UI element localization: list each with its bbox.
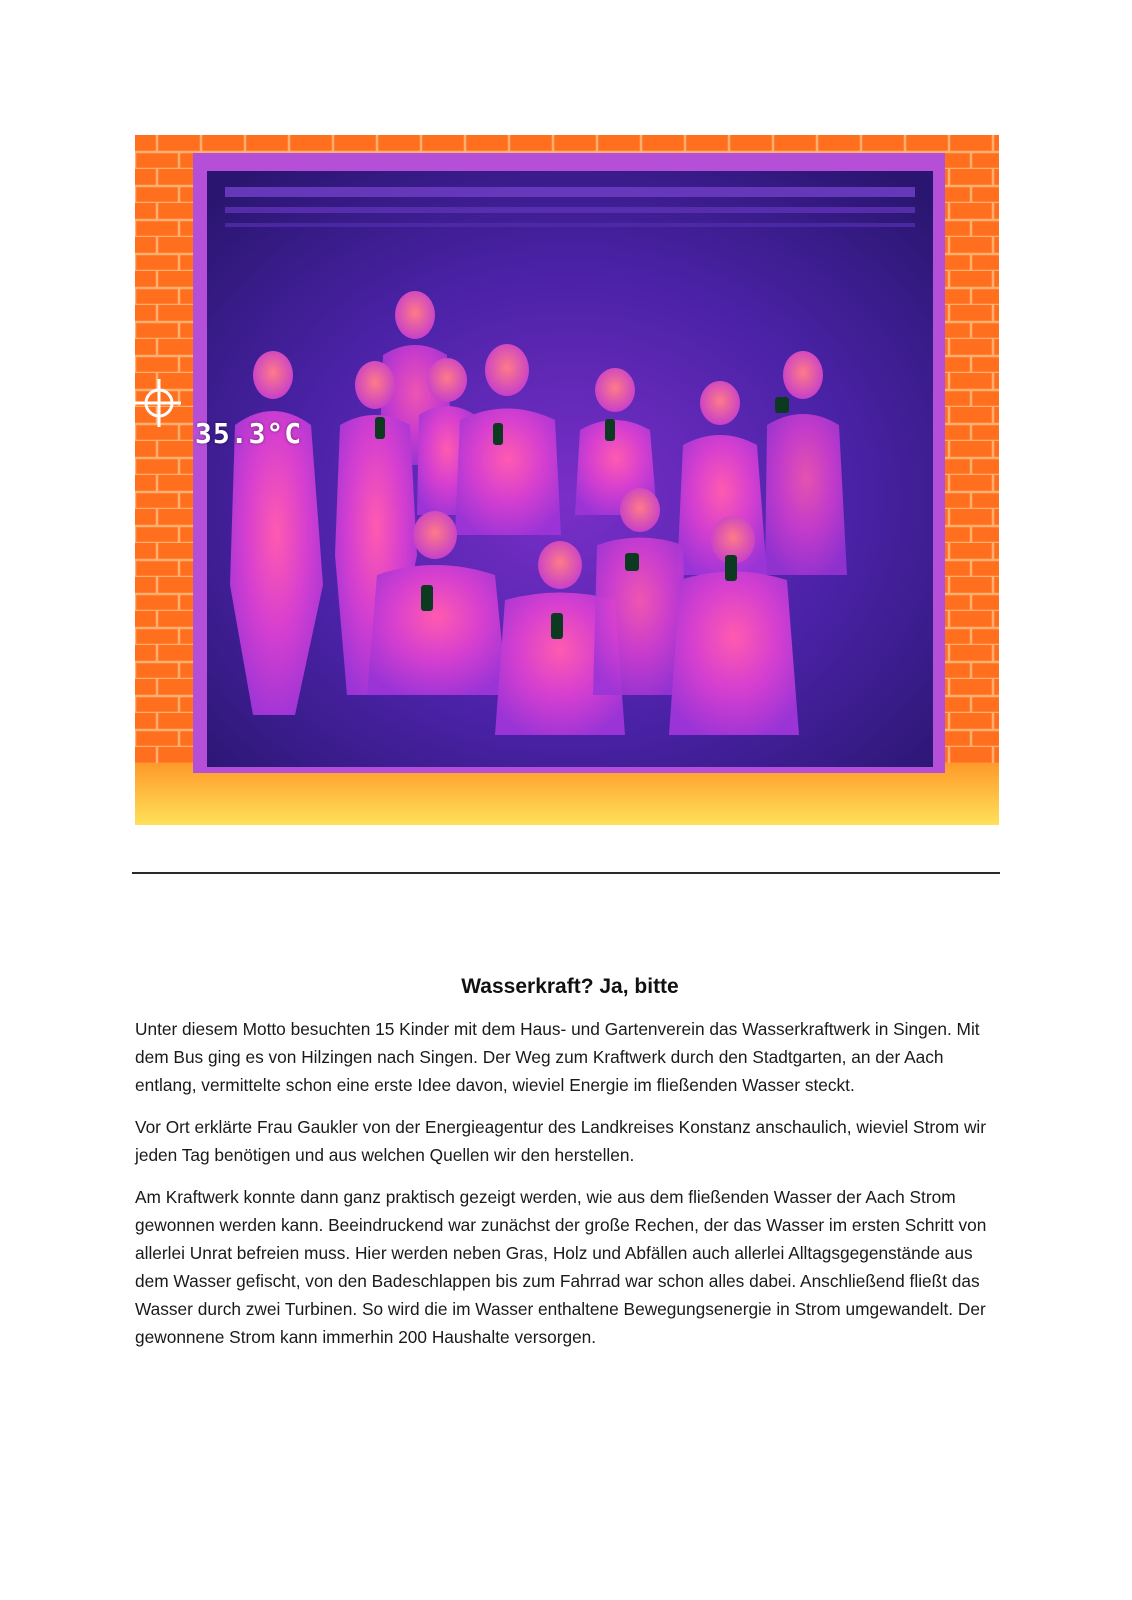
paragraph: Vor Ort erklärte Frau Gaukler von der Energieagentur des Landkreises Konstanz anschaulich, wieviel Strom wir jeden Tag benötigen und aus welchen Quellen wir den herstellen. — [135, 1117, 987, 1165]
article — [135, 975, 1005, 1365]
thermal-photo-graphic — [135, 135, 999, 825]
thermal-photo — [135, 135, 999, 825]
paragraph: Unter diesem Motto besuchten 15 Kinder mit dem Haus- und Gartenverein das Wasserkraftwerk in Singen. Mit dem Bus ging es von Hilzingen nach Singen. Der Weg zum Kraftwerk durch den Stadtgarten, an der Aach entlang, vermittelte schon eine erste Idee davon, wieviel Energie im fließenden Wasser steckt. — [135, 1019, 980, 1095]
temperature-readout: 35.3°C — [195, 417, 303, 450]
divider — [132, 872, 1000, 874]
article-title: Wasserkraft? Ja, bitte — [461, 975, 679, 998]
paragraph: Am Kraftwerk konnte dann ganz praktisch gezeigt werden, wie aus dem fließenden Wasser der Aach Strom gewonnen werden kann. Beeindruckend war zunächst der große Rechen, der das Wasser im ersten Schritt von allerlei Unrat befreien muss. Hier werden neben Gras, Holz und Abfällen auch allerlei Alltagsgegenstände aus dem Wasser gefischt, von den Badeschlappen bis zum Fahrrad war schon alles dabei. Anschließend fließt das Wasser durch zwei Turbinen. So wird die im Wasser enthaltene Bewegungsenergie in Strom umgewandelt. Der gewonnene Strom kann immerhin 200 Haushalte versorgen. — [135, 1187, 987, 1347]
